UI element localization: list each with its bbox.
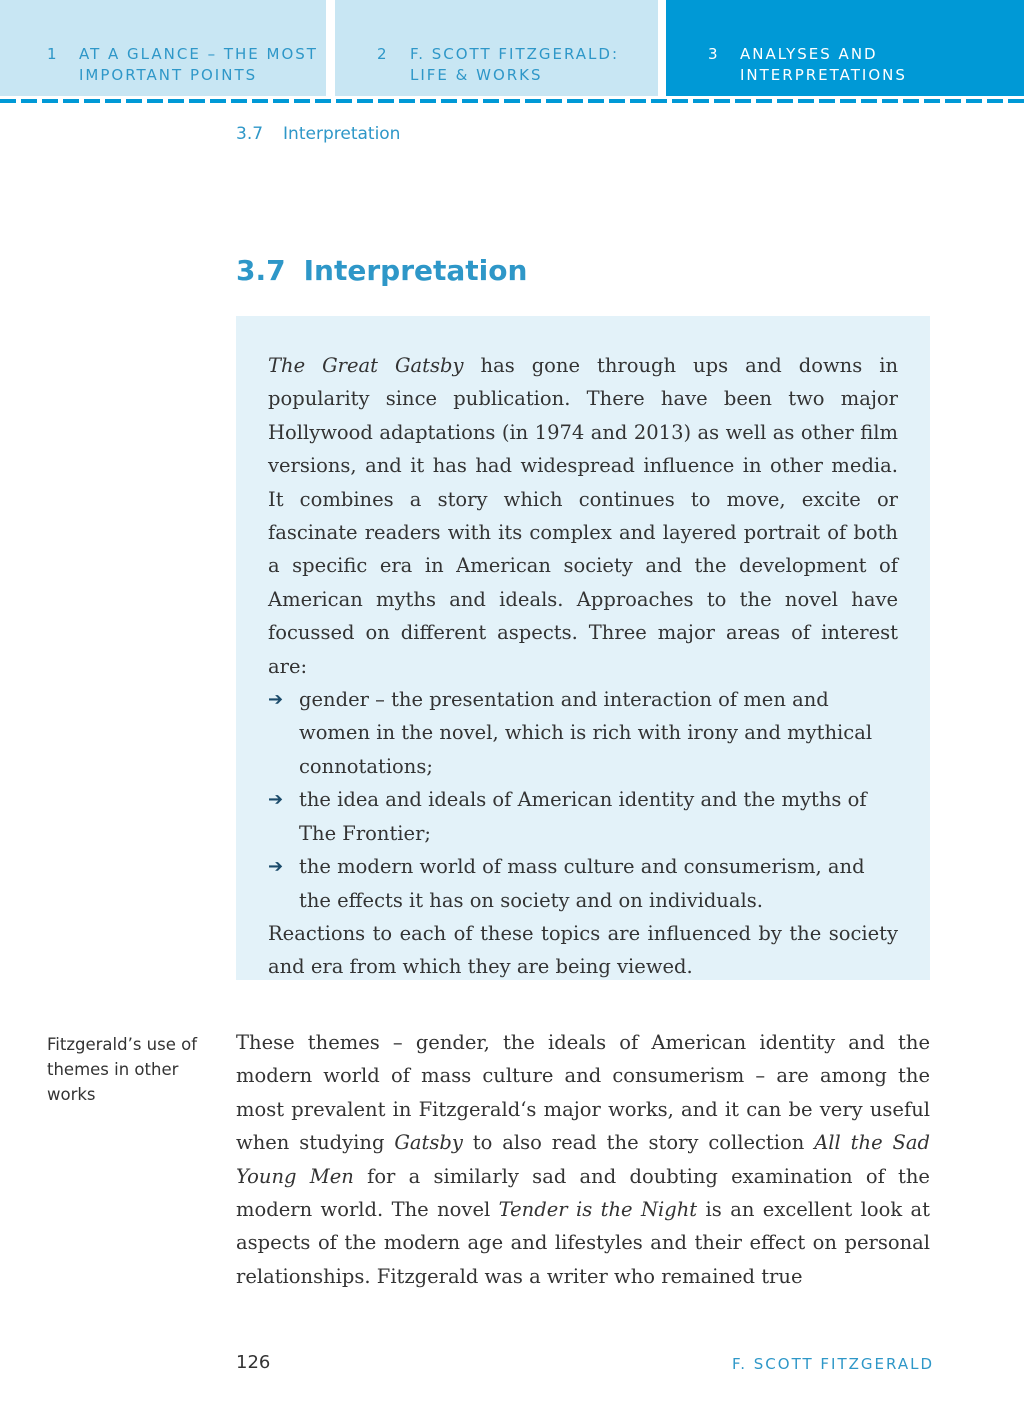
list-item <box>268 850 898 917</box>
tab-label: AT A GLANCE – THE MOST IMPORTANT POINTS <box>79 45 318 84</box>
list-item-text: gender – the presentation and interaction of men and women in the novel, which is rich with irony and mythical connotations; <box>299 688 873 778</box>
running-head <box>236 124 400 144</box>
body-text-segment: These themes – gender, the ideals of American identity and the modern world of mass culture and consumerism – are among the most prevalent in Fitzgerald‘s major works, and it can be very useful when studying <box>236 1031 930 1155</box>
tab-life-and-works[interactable] <box>335 0 658 96</box>
section-title-text: Interpretation <box>303 254 528 287</box>
section-title <box>236 254 527 287</box>
body-text-segment: to also read the story collection <box>462 1131 815 1155</box>
running-head-number: 3.7 <box>236 124 264 144</box>
header-dashed-divider <box>0 99 1024 103</box>
tab-number: 3 <box>708 45 720 63</box>
list-item <box>268 683 898 783</box>
work-title-italic: Tender is the Night <box>498 1198 698 1222</box>
section-number: 3.7 <box>236 254 286 287</box>
page-number: 126 <box>236 1352 271 1373</box>
arrow-right-icon: ➔ <box>268 856 284 878</box>
footer-book-title: F. SCOTT FITZGERALD <box>732 1355 934 1373</box>
tab-number: 1 <box>47 45 59 63</box>
summary-intro <box>268 349 898 683</box>
list-item-text: the modern world of mass culture and consumerism, and the effects it has on society and on individuals. <box>299 855 865 912</box>
arrow-right-icon: ➔ <box>268 789 284 811</box>
arrow-right-icon: ➔ <box>268 689 284 711</box>
summary-closing: Reactions to each of these topics are influenced by the society and era from which they are being viewed. <box>268 921 898 979</box>
tab-analyses-and-interpretations[interactable] <box>666 0 1024 96</box>
tab-number: 2 <box>377 45 389 63</box>
book-title-italic: The Great Gatsby <box>268 354 464 377</box>
running-head-title: Interpretation <box>283 124 401 144</box>
body-text-segment: is an excellent look at aspects of the modern age and lifestyles and their effect on personal relationships. Fitzgerald was a writer who remained true <box>236 1198 930 1288</box>
tab-label: F. SCOTT FITZGERALD: LIFE & WORKS <box>410 45 620 84</box>
work-title-italic: All the Sad Young Men <box>236 1131 930 1188</box>
work-title-italic: Gatsby <box>394 1131 463 1155</box>
interest-areas-list <box>268 683 898 917</box>
body-text-segment: for a similarly sad and doubting examination of the modern world. The novel <box>236 1164 930 1222</box>
tab-at-a-glance[interactable] <box>0 0 326 96</box>
summary-box <box>236 316 930 980</box>
summary-intro-text: has gone through ups and downs in popularity since publication. There have been two major Hollywood adaptations (in 1974 and 2013) as well as other film versions, and it has had widespread influence in other media. It combines a story which continues to move, excite or fascinate readers with its complex and layered portrait of both a specific era in American society and the development of American myths and ideals. Approaches to the novel have focussed on different aspects. Three major areas of interest are: <box>268 354 898 678</box>
list-item <box>268 783 898 850</box>
body-paragraph <box>236 1026 930 1293</box>
tab-label: ANALYSES AND INTERPRETATIONS <box>740 45 907 84</box>
margin-note: Fitzgerald’s use of themes in other works <box>47 1035 198 1104</box>
list-item-text: the idea and ideals of American identity and the myths of The Frontier; <box>299 788 867 845</box>
